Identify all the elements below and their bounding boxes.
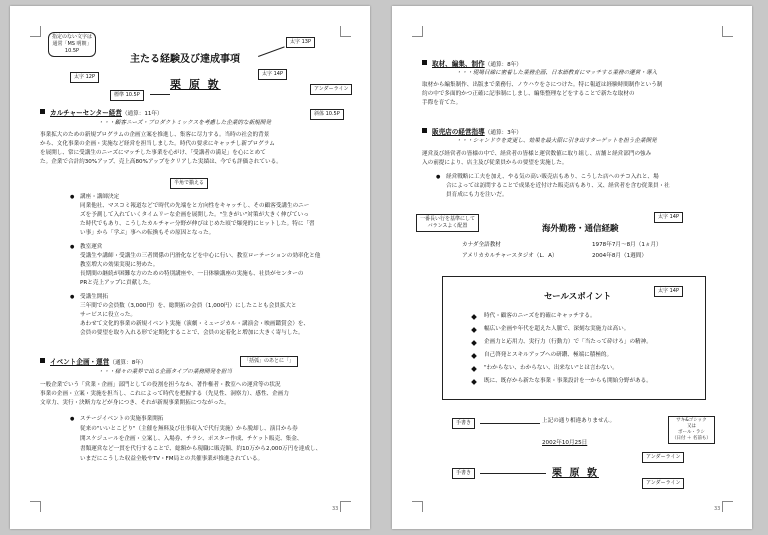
overseas-org: アメリカカルチャースタジオ（L．A） — [462, 253, 558, 259]
callout-handwritten-2: 手書き — [452, 468, 475, 479]
sub1-line: い事」から「学ぶ」事への転換もその原因となった。 — [80, 230, 215, 236]
callout-bold14b: 太字 14P — [654, 286, 683, 297]
sub4-line: いまだにこうした収益全般やTV・FM局との共催事業が推進されている。 — [80, 456, 264, 462]
sub2-line: 長期間の継続が困難な方のための特別講座や、一日体験講座の実施も、社員がセンターの — [80, 271, 304, 277]
sub2-line: 受講生や講師・受講生の三者関係の円滑化などを中心に行い、教室ローテーションの効率化と他 — [80, 253, 321, 259]
sub5-line: 経営戦略に工夫を加え、やる気の高い販売店もあり、こうした店へのテコ入れと、場 — [446, 174, 659, 180]
crop-mark — [340, 26, 351, 37]
section3-heading: 取材、編集、制作（通算：8年） — [432, 60, 522, 68]
sub4-line: 従来の"いいとこどり"（主催を無料及び仕事収入で代行実施）から脱却し、演目から券 — [80, 426, 298, 432]
section-bullet — [40, 358, 45, 363]
signature-date: 2002年10月25日 — [542, 440, 588, 446]
bullet-dot: ● — [70, 416, 75, 422]
sub1-line: 同業他社、マスコミ報道などで時代の先端をと方向性をキャッチし、その顧客受講生のニー — [80, 203, 310, 209]
section4-heading: 販売店の経営指導（通算：3年） — [432, 128, 522, 136]
section4-body-line: 入の前提により、店主及び従業員からの要望を実施した。 — [422, 160, 568, 166]
section3-tagline: ・・・現場目線に密着した業務企画、日本語教育にマッチする業務の運営・導入 — [456, 70, 658, 76]
callout-underline3: アンダーライン — [642, 478, 684, 489]
sales-title: セールスポイント — [544, 292, 612, 302]
section1-heading: カルチャーセンター経営（通算：11年） — [50, 109, 163, 117]
sub5-line: 員育成にも力を注いだ。 — [446, 192, 508, 198]
sub1-line: た時代でもあり、こうしたカルチャー分野が伸びはじめた頃で爆発的にヒットした。特に「習 — [80, 221, 315, 227]
sub4-line: 開スケジュールを企画・立案し、入場券、チラシ、ポスター作成、チケット販売、集金、 — [80, 436, 303, 442]
sales-point: 幅広い企画や年代を超えた人脈で、深刻な実施力は高い。 — [484, 326, 630, 332]
section1-body-line: た。企業で合計約30%アップ、売上高80%アップをクリアした実績は、今でも評価されている。 — [40, 159, 282, 165]
callout-handwritten: 手書き — [452, 418, 475, 429]
closing-statement: 上記の通り相違ありません。 — [542, 418, 616, 424]
document-title: 主たる経験及び達成事項 — [130, 54, 240, 65]
section1-body-line: 事業拡大のための新規プログラムの企画立案を推進し、集客に尽力する。当時の社会的背景 — [40, 132, 270, 138]
section-bullet — [422, 128, 427, 133]
sub5-line: 合によっては訪問することで成果を近付けた販売店もあり、又、経営者を含む従業員・社 — [446, 183, 670, 189]
applicant-name: 栗 原 敦 — [170, 78, 221, 91]
sales-point: 企画力と応用力、実行力（行動力）で「当たって砕けろ」の精神。 — [484, 339, 652, 345]
sales-point: 既に、既存から新たな事業・事業設計を一からも開始分野がある。 — [484, 378, 652, 384]
overseas-period: 1978年7月～8月（1ヵ月） — [592, 242, 662, 248]
sub3-line: 会員の要望を取り入れる形で定期化することで、会員の定着化と増加に大きく寄与した。 — [80, 330, 304, 336]
sub1-title: 講座・講師決定 — [80, 194, 120, 200]
bullet-dot: ● — [70, 244, 75, 250]
sub4-line: 書類運営など一貫を代行することで、総額から現職に販売額、約10万から2,000万円を達成し、 — [80, 446, 322, 452]
crop-mark — [722, 501, 733, 512]
crop-mark — [722, 26, 733, 37]
signature-name: 栗 原 敦 — [552, 468, 599, 479]
crop-mark — [340, 501, 351, 512]
sub3-line: 三年間での会員数（3,000円）を、総開拓の会員（1,000円）にしたことも会員拡大と — [80, 303, 297, 309]
callout-arrow — [480, 423, 540, 424]
section2-body-line: 文章力、実行・決断力などが身につき、それが新規事業開拓につながった。 — [40, 400, 230, 406]
callout-arrow — [480, 473, 546, 474]
callout-bold14a: 太字 14P — [654, 212, 683, 223]
crop-mark — [412, 26, 423, 37]
callout-balance: 一番長い行を基準にして バランスよく配置 — [416, 214, 479, 232]
callout-bold12: 太字 12P — [70, 72, 99, 83]
sub3-title: 受講生開拓 — [80, 294, 108, 300]
section2-tagline: ・・・様々の業界で出る企画タイプの業務開発を担当 — [98, 369, 232, 375]
section1-body-line: を展開し、常に受講生のニーズにマッチした事業を心がけ、「受講者の満足」を心にとめて — [40, 150, 266, 156]
callout-underline2: アンダーライン — [642, 452, 684, 463]
callout-italic: 斜体 10.5P — [310, 109, 344, 120]
crop-mark — [412, 501, 423, 512]
callout-arrow — [150, 94, 170, 95]
sales-point: "わからない、わからない、出来ない"とは言わない。 — [484, 365, 618, 371]
callout-bracket: 「括弧」のあとに「」 — [240, 356, 298, 367]
section2-body-line: 事業の企画・立案・実施を担当し、これによって時代を把握する（先見性、洞察力）、感性、企画力 — [40, 391, 289, 397]
bullet-dot: ● — [70, 294, 75, 300]
section2-body-line: 一般企業でいう「営業・企画」部門としての役割を担うなか、著作権者・教室への運営等の状況 — [40, 382, 281, 388]
sales-point: 時代・顧客のニーズを的確にキャッチする。 — [484, 313, 596, 319]
section4-body-line: 運営及び経営者の皆様の中で、経営者の皆様と運営数値に取り組し、店舗と経営部門の強み — [422, 151, 652, 157]
sub2-title: 教室運営 — [80, 244, 103, 250]
crop-mark — [30, 501, 41, 512]
section3-body-line: 手際を育てた。 — [422, 100, 462, 106]
callout-numbers: 半角で揃える — [170, 178, 208, 189]
sub3-line: サービスに役立った。 — [80, 312, 136, 318]
overseas-title: 海外勤務・通信経験 — [542, 224, 619, 234]
note-box: 指定のない文字は 通常「MS 明朝」 10.5P — [48, 32, 96, 57]
sub4-title: ステージイベントの実施事業開拓 — [80, 416, 164, 422]
overseas-period: 2004年8月（1週間） — [592, 253, 647, 259]
resume-page-1 — [10, 6, 370, 529]
section4-tagline: ・・・シャンドウを変更し、効果を最大限に引き出すターゲットを担う企業開発 — [456, 138, 657, 144]
sub3-line: あわせて文化的事業の新規イベント実施（演劇・ミュージカル・講演会・映画鑑賞会）を、 — [80, 321, 310, 327]
section-bullet — [40, 109, 45, 114]
callout-font: サキ&ゴシック 又は ボール・ラシ （日付 ＋ 名前も） — [668, 416, 715, 444]
sub1-line: ズを予測して入れていくタイムリーな企画を展開した。"生きがい"対策が大きく伸びていっ — [80, 212, 309, 218]
resume-page-2 — [392, 6, 752, 529]
section1-body-line: から、文化事業の企画・実施など経営を担当しました。時代の要求にキャッチし新プログラム — [40, 141, 275, 147]
section3-body-line: 約の中で多面的かつ正確に記事制にしまし、編集整理などをすることで新たな取材の — [422, 91, 635, 97]
page-number: 33 — [714, 506, 721, 512]
section-bullet — [422, 60, 427, 65]
section2-heading: イベント企画・運営（通算：8年） — [50, 358, 147, 366]
crop-mark — [30, 26, 41, 37]
callout-standard: 標準 10.5P — [110, 90, 144, 101]
bullet-dot: ● — [70, 194, 75, 200]
bullet-dot: ● — [436, 174, 441, 180]
page-number: 33 — [332, 506, 339, 512]
callout-underline: アンダーライン — [310, 84, 352, 95]
callout-arrow — [258, 46, 285, 57]
sub2-line: 教室増大の効果実現に努めた。 — [80, 262, 159, 268]
callout-title-font: 太字 13P — [286, 37, 315, 48]
callout-name-font: 太字 14P — [258, 69, 287, 80]
section1-tagline: ・・・顧客ニーズ・ブロダクトミックスを考慮した企業的な新規開発 — [98, 120, 271, 126]
section3-body-line: 取材から編集制作、出版まで業務行、ノウハウをさにつけた。特に報道は経験時間制作という制 — [422, 82, 663, 88]
sales-point: 自己啓発とスキルアップへの研鑽、極端に積極的。 — [484, 352, 613, 358]
overseas-org: カナダ全語教材 — [462, 242, 501, 248]
sub2-line: PRと売上アップに貢献した。 — [80, 280, 154, 286]
